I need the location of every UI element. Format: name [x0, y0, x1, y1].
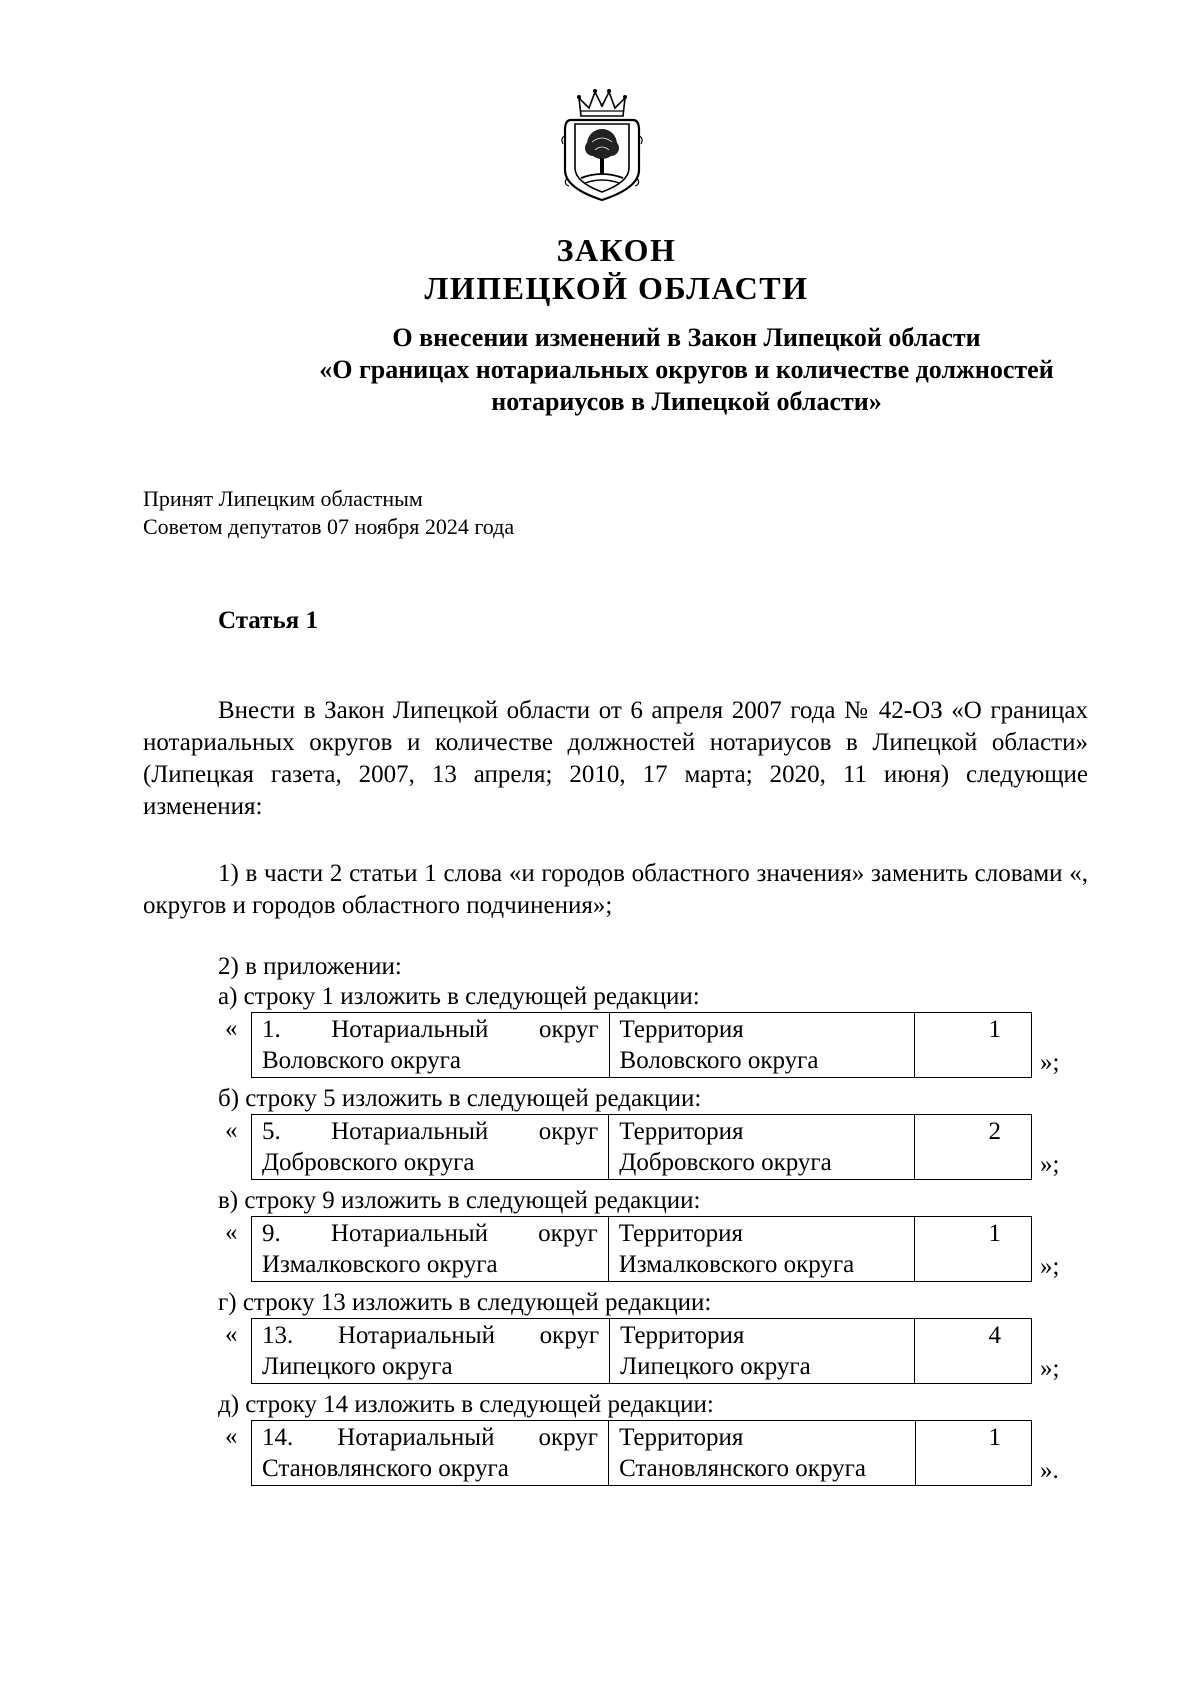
- district-word: Нотариальный: [337, 1322, 495, 1349]
- district-word: Нотариальный: [337, 1424, 495, 1451]
- adoption-line: Принят Липецким областным: [143, 486, 423, 511]
- district-word: округ: [538, 1118, 599, 1145]
- notary-count-cell: 1: [915, 1421, 1031, 1486]
- subtitle-line: О внесении изменений в Закон Липецкой области: [392, 323, 981, 352]
- district-name: Добровского округа: [262, 1149, 475, 1176]
- district-name: Измалковского округа: [262, 1251, 498, 1278]
- notary-district-row: [251, 1114, 1032, 1180]
- district-word: округ: [538, 1220, 598, 1247]
- subtitle-line: нотариусов в Липецкой области»: [491, 387, 882, 416]
- law-title-line1: ЗАКОН: [556, 232, 677, 268]
- territory-label: Территория: [619, 1016, 744, 1043]
- district-name-cell: [252, 1013, 610, 1078]
- notary-count-cell: 2: [914, 1115, 1031, 1180]
- district-name: Становлянского округа: [262, 1455, 509, 1482]
- notary-district-row: [251, 1012, 1032, 1078]
- district-name: Липецкого округа: [262, 1353, 453, 1380]
- territory-label: Территория: [618, 1220, 743, 1247]
- district-word: Нотариальный: [331, 1016, 489, 1043]
- district-name-cell: [252, 1217, 609, 1282]
- row-number: 5.: [262, 1118, 281, 1145]
- row-number: 13.: [262, 1322, 294, 1349]
- territory-cell: [609, 1421, 916, 1486]
- district-name-cell: [252, 1319, 610, 1384]
- close-quote: »;: [1040, 1253, 1060, 1280]
- amendment-item-1: 1) в части 2 статьи 1 слова «и городов областного значения» заменить словами «, округов и городов областного подчинения»;: [143, 860, 1088, 919]
- territory-cell: [609, 1013, 914, 1078]
- law-subtitle: [140, 322, 1200, 418]
- row-number: 14.: [262, 1424, 294, 1451]
- district-name-cell: [252, 1421, 609, 1486]
- row-instruction: б) строку 5 изложить в следующей редакции:: [218, 1085, 702, 1112]
- notary-count-cell: 1: [915, 1217, 1032, 1282]
- territory-label: Территория: [620, 1322, 745, 1349]
- territory-label: Территория: [619, 1424, 744, 1451]
- row-instruction: г) строку 13 изложить в следующей редакции:: [218, 1289, 712, 1316]
- notary-count-cell: 4: [914, 1319, 1031, 1384]
- district-name: Воловского округа: [262, 1047, 461, 1074]
- subtitle-line: «О границах нотариальных округов и количестве должностей: [319, 355, 1054, 384]
- open-quote: «: [225, 1423, 238, 1450]
- row-instruction: в) строку 9 изложить в следующей редакции:: [218, 1187, 701, 1214]
- territory-cell: [610, 1319, 915, 1384]
- notary-district-row: [251, 1318, 1032, 1384]
- row-instruction: а) строку 1 изложить в следующей редакции:: [218, 983, 700, 1010]
- close-quote: ».: [1040, 1457, 1059, 1484]
- adoption-line: Советом депутатов 07 ноября 2024 года: [143, 514, 515, 539]
- territory-cell: [609, 1115, 915, 1180]
- notary-district-row: [251, 1216, 1032, 1282]
- territory-name: Измалковского округа: [618, 1251, 855, 1278]
- district-word: округ: [538, 1424, 599, 1451]
- district-word: округ: [538, 1016, 599, 1043]
- territory-label: Территория: [619, 1118, 744, 1145]
- close-quote: »;: [1040, 1151, 1060, 1178]
- district-word: Нотариальный: [330, 1220, 489, 1247]
- territory-name: Добровского округа: [619, 1149, 832, 1176]
- lipetsk-coat-of-arms-icon: [559, 86, 645, 204]
- district-word: округ: [539, 1322, 600, 1349]
- article-intro: Внести в Закон Липецкой области от 6 апреля 2007 года № 42-ОЗ «О границах нотариальных округов и количестве должностей нотариусов в Липецкой области» (Липецкая газета, 2007, 13 апреля; 2010, 17 марта; 2020, 11 июня) следующие изменения:: [143, 697, 1088, 820]
- territory-name: Липецкого округа: [620, 1353, 811, 1380]
- row-instruction: д) строку 14 изложить в следующей редакции:: [218, 1391, 714, 1418]
- law-title-line2: ЛИПЕЦКОЙ ОБЛАСТИ: [424, 270, 809, 306]
- territory-cell: [608, 1217, 915, 1282]
- notary-district-row: [251, 1420, 1032, 1486]
- open-quote: «: [225, 1321, 238, 1348]
- row-number: 1.: [262, 1016, 281, 1043]
- territory-name: Становлянского округа: [619, 1455, 866, 1482]
- territory-name: Воловского округа: [619, 1047, 819, 1074]
- close-quote: »;: [1040, 1049, 1060, 1076]
- article-heading: Статья 1: [218, 607, 318, 634]
- notary-count-cell: 1: [914, 1013, 1031, 1078]
- district-name-cell: [252, 1115, 609, 1180]
- open-quote: «: [225, 1117, 238, 1144]
- row-number: 9.: [262, 1220, 281, 1247]
- open-quote: «: [225, 1015, 238, 1042]
- district-word: Нотариальный: [331, 1118, 489, 1145]
- close-quote: »;: [1040, 1355, 1060, 1382]
- adoption-note: [143, 485, 514, 541]
- amendment-item-2: 2) в приложении:: [218, 953, 402, 980]
- open-quote: «: [225, 1219, 238, 1246]
